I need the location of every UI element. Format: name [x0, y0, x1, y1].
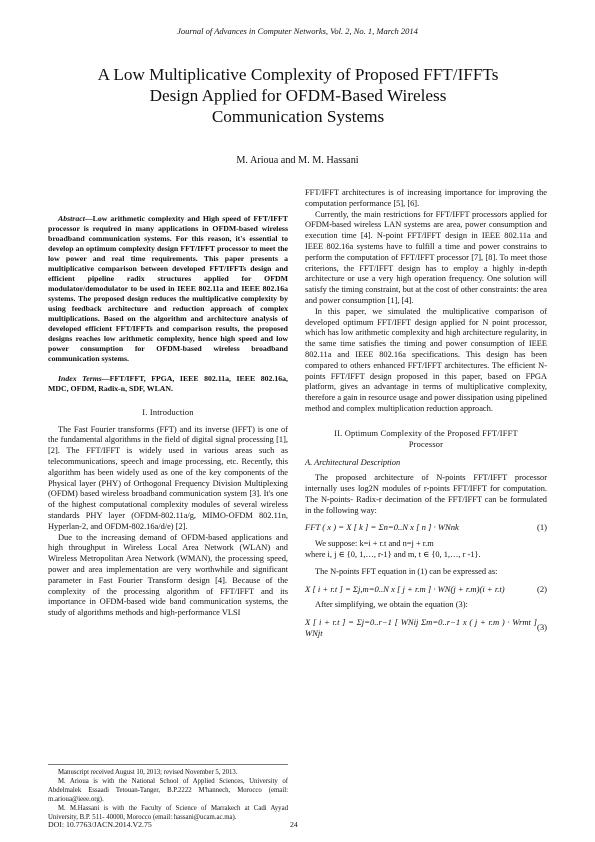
section-heading-2: II. Optimum Complexity of the Proposed FFT/IFFT — [334, 428, 518, 438]
index-terms-lead: Index Terms — [58, 373, 102, 383]
paper-authors: M. Arioua and M. M. Hassani — [236, 155, 359, 166]
right-column — [305, 188, 547, 645]
right-paragraph-1: Currently, the main restrictions for FFT/IFFT processors applied for OFDM-based wireless LAN systems are area, power consumption and execution time [4]. N-point FFT/IFFT design in IEEE 802.11a and IEEE 802.16a systems have to fulfill a time and power constrains to perform the computation of FFT/IFFT processor [7], [8]. To meet those criterions, the FFT/IFFT design has to employ a highly in-depth architecture or use a very high operation frequency. One solution will satisfy the timing constraint, but at the cost of other constraints: the area and power consumption [1], [4]. — [305, 209, 547, 305]
doi-label: DOI: 10.7763/JACN.2014.V2.75 — [48, 820, 152, 829]
intro-paragraph-2: Due to the increasing demand of OFDM-based applications and high throughput in Wireless Local Area Network (WLAN) and Wireless Metropolitan Area Network (WMAN), the processing speed, power and area implementation are very worthwhile and significant parameter in Fast Fourier Transform design [4]. Because of the complexity of the processing algorithm of FFT/IFFT and its importance in OFDM-based wide band communication systems, the study of algorithms methods and high-performance VLSI — [48, 532, 288, 618]
equation-2-body: X [ i + r.t ] = Σj,m=0..N x [ j + r.m ] · WN(j + r.m)(i + r.t) — [305, 583, 505, 594]
suppose-line-2: where i, j ∈ {0, 1,…, r-1} and m, t ∈ {0, 1,…, r -1}. — [305, 549, 481, 559]
paper-title: A Low Multiplicative Complexity of Proposed FFT/IFFTs Design Applied for OFDM-Based Wireless Communication Systems — [97, 65, 499, 126]
equation-1 — [305, 522, 547, 533]
index-terms-text: —FFT/IFFT, FPGA, IEEE 802.11a, IEEE 802.16a, MDC, OFDM, Radix-n, SDF, WLAN. — [48, 373, 289, 393]
right-paragraph-2: In this paper, we simulated the multiplicative comparison of developed optimum FFT/IFFT design applied for N point processor, which has low arithmetic complexity and high architecture regularity, in the same time satisfies the timing and power consumption of IEEE 802.11a and IEEE 802.16a specifications. This design has been compared to others enhanced FFT/IFFT architectures. The efficient N-points FFT/IFFT design proposed in this paper, based on FPGA platform, gives an advantage in terms of multiplicative complexity, therefore a gain in resource usage and power dissipation using pipelined method and complex multiplication reduction approach. — [305, 306, 547, 413]
subsection-architectural-description: A. Architectural Description — [305, 458, 401, 468]
equation-1-body: FFT ( x ) = X [ k ] = Σn=0..N x [ n ] · WNnk — [305, 522, 459, 533]
intro-paragraph-1: The Fast Fourier transforms (FFT) and its inverse (IFFT) is one of the fundamental algorithms in the field of digital signal processing [1], [2]. The FFT/IFFT is widely used in various areas such as telecommunications, speech and image processing, etc. Recently, this algorithm has been widely used as one of the key components of the Physical layer (PHY) of Orthogonal Frequency Division Multiplexing (OFDM) based wireless broadband communication system [3]. It's one of the highest computational complexity modules of several wireless standards PHY layer (OFDM-802.11a/g, MIMO-OFDM 802.11n, Hyperlan-2, and OFDM-802.16a/d/e) [2]. — [48, 424, 288, 531]
equation-3 — [305, 617, 547, 639]
footnote-author-2: M. M.Hassani is with the Faculty of Science of Marrakech at Cadi Ayyad University, B.P. 511- 40000, Morocco (email: hassani@ucam.ac.ma). — [48, 805, 288, 821]
equation-2-number: (2) — [536, 583, 547, 594]
footnote-author-1: M. Arioua is with the National School of Applied Sciences, University of Abdelmalek Essaadi Tetouan-Tanger, B.P.2222 M'hannech, Morocco (email: m.arioua@ieee.org). — [48, 778, 288, 803]
footnote-manuscript: Manuscript received August 10, 2013; revised November 5, 2013. — [58, 769, 238, 776]
equation-3-number: (3) — [536, 622, 547, 633]
abstract — [48, 214, 288, 364]
equation-3-body: X [ i + r.t ] = Σj=0..r−1 [ WNij Σm=0..r−1 x ( j + r.m ) · Wrmt ] WNjt — [305, 617, 537, 638]
right-paragraph-0: FFT/IFFT architectures is of increasing importance for improving the computation performance [5], [6]. — [305, 188, 547, 208]
equation-1-number: (1) — [536, 522, 547, 533]
suppose-line-1: We suppose: k=i + r.t and n=j + r.m — [315, 539, 434, 549]
abstract-text: —Low arithmetic complexity and High speed of FFT/IFFT processor is required in many applications in OFDM-based wireless broadband communication systems. For this reason, it's essential to develop an optimum complexity design FFT/IFFT processor to meet the low power and real time requirements. This paper presents a multiplicative comparison between developed FFT/IFFTs design and efficient pipeline radix structures applied for OFDM modulator/demodulator to be used in IEEE 802.11a and IEEE 802.16a systems. The proposed design reduces the multiplicative complexity by using feedback architecture and reduction approach of complex multiplications. Based on the algorithm and architecture analysis of developed efficient FFT/IFFTs and comparison results, the proposed designs reaches low arithmetic complexity, hence high speed and low power consumption for OFDM-based wireless broadband communication systems. — [48, 213, 288, 363]
equation-2 — [305, 584, 547, 595]
left-column — [48, 206, 288, 619]
section-heading-introduction: I. Introduction — [142, 407, 194, 417]
footnotes — [48, 764, 288, 822]
index-terms — [48, 374, 288, 394]
right-paragraph-3: The proposed architecture of N-points FFT/IFFT processor internally uses log2N modules of r-points FFT/IFFT for computation. The N-points- Radix-r decimation of the FFT/IFFT can be formulated in the following way: — [305, 473, 547, 515]
right-paragraph-5: After simplifying, we obtain the equation (3): — [315, 600, 468, 610]
abstract-lead: Abstract — [58, 213, 85, 223]
right-paragraph-4: The N-points FFT equation in (1) can be expressed as: — [315, 566, 498, 576]
page-number: 24 — [290, 820, 298, 829]
section-heading-2-cont: Processor — [408, 439, 444, 449]
journal-header: Journal of Advances in Computer Networks, Vol. 2, No. 1, March 2014 — [177, 26, 418, 36]
